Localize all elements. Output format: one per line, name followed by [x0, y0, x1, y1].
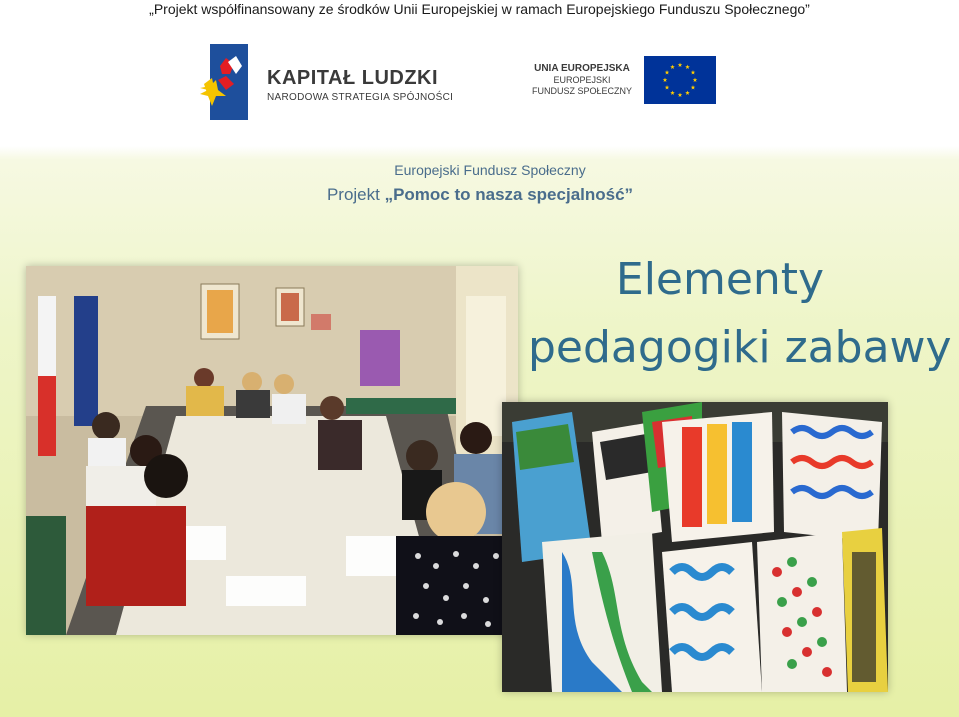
funding-note: „Projekt współfinansowany ze środków Unii Europejskiej w ramach Europejskiego Funduszu Społecznego” [149, 1, 810, 17]
eu-line-1: UNIA EUROPEJSKA [534, 63, 630, 74]
kapital-ludzki-logo-icon [200, 44, 252, 120]
slide-title-line-1: Elementy [615, 254, 825, 305]
top-banner [0, 0, 959, 146]
project-name: „Pomoc to nasza specjalność” [384, 185, 634, 204]
workshop-group-photo [26, 266, 518, 635]
children-paintings-photo [502, 402, 888, 692]
project-name-line [300, 185, 660, 205]
eu-line-2: EUROPEJSKI [553, 75, 611, 85]
kapital-ludzki-text [267, 67, 453, 104]
slide-title-line-2: pedagogiki zabawy [528, 322, 952, 373]
kapital-ludzki-subtitle: NARODOWA STRATEGIA SPÓJNOŚCI [267, 92, 454, 103]
eu-flag-icon [644, 56, 716, 104]
kapital-ludzki-title: KAPITAŁ LUDZKI [267, 67, 439, 89]
eu-logo-text [528, 63, 636, 97]
eu-line-3: FUNDUSZ SPOŁECZNY [531, 86, 632, 96]
fund-name: Europejski Fundusz Społeczny [394, 162, 586, 178]
project-prefix: Projekt [326, 185, 385, 204]
